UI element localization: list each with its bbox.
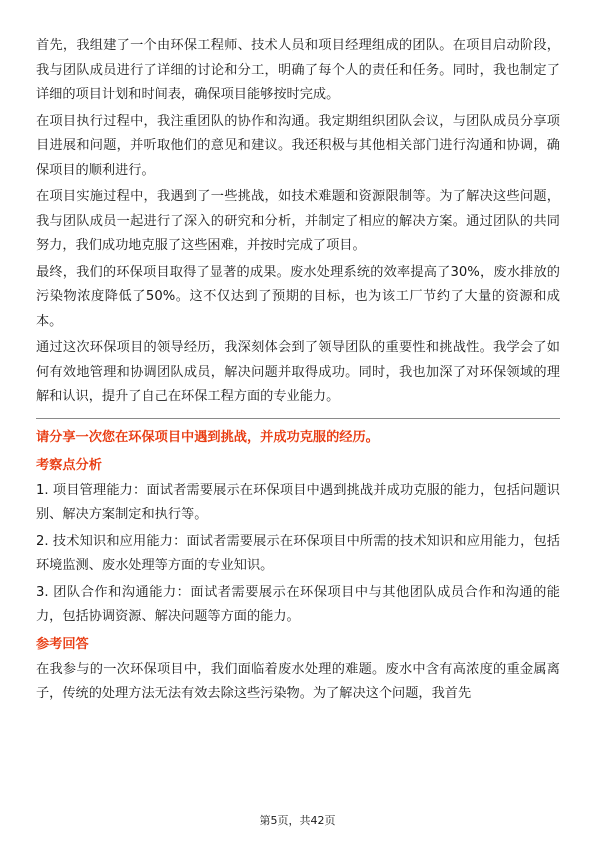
- analysis-item: 2. 技术知识和应用能力：面试者需要展示在环保项目中所需的技术知识和应用能力，包括环境监测、废水处理等方面的专业知识。: [36, 533, 560, 573]
- page-number-footer: 第5页，共42页: [259, 814, 336, 827]
- paragraph-reflection: 通过这次环保项目的领导经历，我深刻体会到了领导团队的重要性和挑战性。我学会了如何有效地管理和协调团队成员，解决问题并取得成功。同时，我也加深了对环保领域的理解和认识，提升了自己在环保工程方面的专业能力。: [36, 340, 560, 404]
- analysis-item: 3. 团队合作和沟通能力：面试者需要展示在环保项目中与其他团队成员合作和沟通的能力，包括协调资源、解决问题等方面的能力。: [36, 584, 560, 624]
- reference-answer-heading: 参考回答: [36, 636, 89, 652]
- analysis-heading: 考察点分析: [36, 457, 102, 473]
- interview-question: 请分享一次您在环保项目中遇到挑战，并成功克服的经历。: [36, 429, 379, 445]
- section-divider: [36, 418, 560, 419]
- reference-answer-text: 在我参与的一次环保项目中，我们面临着废水处理的难题。废水中含有高浓度的重金属离子，传统的处理方法无法有效去除这些污染物。为了解决这个问题，我首先: [36, 661, 560, 701]
- paragraph-team-setup: 首先，我组建了一个由环保工程师、技术人员和项目经理组成的团队。在项目启动阶段，我与团队成员进行了详细的讨论和分工，明确了每个人的责任和任务。同时，我也制定了详细的项目计划和时间表，确保项目能够按时完成。: [36, 38, 560, 102]
- paragraph-challenges: 在项目实施过程中，我遇到了一些挑战，如技术难题和资源限制等。为了解决这些问题，我与团队成员一起进行了深入的研究和分析，并制定了相应的解决方案。通过团队的共同努力，我们成功地克服了这些困难，并按时完成了项目。: [36, 189, 560, 253]
- paragraph-collaboration: 在项目执行过程中，我注重团队的协作和沟通。我定期组织团队会议，与团队成员分享项目进展和问题，并听取他们的意见和建议。我还积极与其他相关部门进行沟通和协调，确保项目的顺利进行。: [36, 113, 560, 178]
- analysis-item: 1. 项目管理能力：面试者需要展示在环保项目中遇到挑战并成功克服的能力，包括问题识别、解决方案制定和执行等。: [36, 482, 560, 522]
- paragraph-results: 最终，我们的环保项目取得了显著的成果。废水处理系统的效率提高了30%，废水排放的污染物浓度降低了50%。这不仅达到了预期的目标，也为该工厂节约了大量的资源和成本。: [36, 264, 560, 329]
- page-content: [36, 34, 560, 709]
